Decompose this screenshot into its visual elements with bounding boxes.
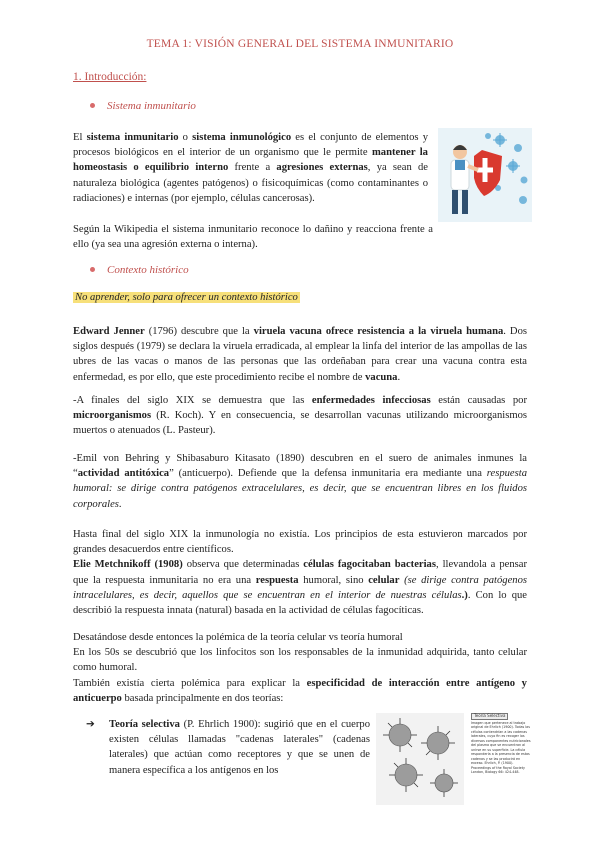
bullet-label: Contexto histórico bbox=[107, 264, 189, 276]
figure-caption-text: Imagen que pertenece al trabajo original de Ehrlich (1900). Todas las células contendrían a las cadenas laterales, cuyo fin es recoger los diversos componentes nutricionales del plasma que se encuentran al unirse en su superficie. La célula respondería a la presencia de estas cadenas y se las producirá en exceso. Ehrlich, P. (1900). Proceedings of the Royal Society London, Biology 66: 424-448. bbox=[471, 720, 531, 774]
bullet-label: Sistema inmunitario bbox=[107, 100, 196, 112]
ehrlich-side-chain-figure bbox=[376, 713, 464, 805]
paragraph-metchnikoff: Hasta final del siglo XIX la inmunología no existía. Los principios de esta estuvieron marcados por grandes desacuerdos entre científicos. Elie Metchnikoff (1908) observa que determinadas células fagocitaban bacterias, llevandola a pensar que la respuesta inmunitaria no era una respuesta humoral, sino celular (se dirige contra patógenos intracelulares, es decir, aquellos que se encuentran en el interior de nuestras células.). Con lo que describió la respuesta innata (natural) basada en la actividad de células fagocíticas. bbox=[73, 529, 527, 617]
bullet-sistema-inmunitario bbox=[90, 100, 196, 112]
paragraph-wikipedia: Según la Wikipedia el sistema inmunitario reconoce lo dañino y reacciona frente a ello (ya sea una agresión externa o interna). bbox=[73, 224, 433, 251]
page-title: TEMA 1: VISIÓN GENERAL DEL SISTEMA INMUNITARIO bbox=[146, 38, 454, 50]
paragraph-definition: El sistema inmunitario o sistema inmunológico es el conjunto de elementos y procesos biológicos en el interior de un organismo que le permite mantener la homeostasis o equilibrio interno frente a agresiones externas, ya sean de naturaleza biológica (agentes patógenos) o fisicoquímicas (como contaminantes o radiaciones) e internas (por ejemplo, células cancerosas). bbox=[73, 132, 429, 204]
bullet-dot-icon bbox=[90, 103, 95, 108]
list-item-text: Teoría selectiva (P. Ehrlich 1900): sugirió que en el cuerpo existen células llamadas "cadenas laterales" (cadenas laterales) que actúan como receptores y que se unen de manera específica a los antígenos en los bbox=[109, 719, 370, 776]
section-heading-introduccion: 1. Introducción: bbox=[73, 71, 147, 83]
doctor-shield-illustration bbox=[438, 128, 532, 222]
doctor-shield-icon bbox=[438, 128, 532, 222]
cell-receptor-icon bbox=[376, 713, 464, 805]
bullet-contexto-historico bbox=[90, 264, 189, 276]
figure-tag: Teoría Selectiva bbox=[471, 713, 508, 720]
paragraph-behring-kitasato: -Emil von Behring y Shibasaburo Kitasato (1890) descubren en el suero de animales inmunes la “actividad antitóxica” (anticuerpo). Defiende que la defensa inmunitaria era mediante una respuesta humoral: se dirige contra patógenos extracelulares, es decir, que se encuentran libres en los fluidos corporales. bbox=[73, 453, 527, 510]
paragraph-polemica: Desatándose desde entonces la polémica de la teoría celular vs teoría humoral En los 50s se descubrió que los linfocitos son los responsables de la inmunidad adquirida, tanto celular como humoral. También existía cierta polémica para explicar la especificidad de interacción entre antígeno y anticuerpo basada principalmente en dos teorías: bbox=[73, 632, 527, 704]
paragraph-koch-pasteur: -A finales del siglo XIX se demuestra que las enfermedades infecciosas están causadas por microorganismos (R. Koch). Y en consecuencia, se desarrollan vacunas utilizando microorganismos muertos o atenuados (L. Pasteur). bbox=[73, 395, 527, 437]
list-item-teoria-selectiva bbox=[86, 717, 370, 778]
paragraph-jenner: Edward Jenner (1796) descubre que la viruela vacuna ofrece resistencia a la viruela humana. Dos siglos después (1979) se declara la viruela erradicada, al emplear la linfa del interior de las ampollas de las ubres de las vacas o manos de las personas que las ordeñaban para crear una vacuna contra esta enfermedad, es por ello, que este procedimiento recibe el nombre de vacuna. bbox=[73, 326, 528, 383]
bullet-dot-icon bbox=[90, 267, 95, 272]
arrow-right-icon: ➔ bbox=[86, 719, 95, 730]
figure-caption bbox=[471, 713, 533, 775]
highlighted-note: No aprender, solo para ofrecer un contexto histórico bbox=[75, 292, 298, 303]
